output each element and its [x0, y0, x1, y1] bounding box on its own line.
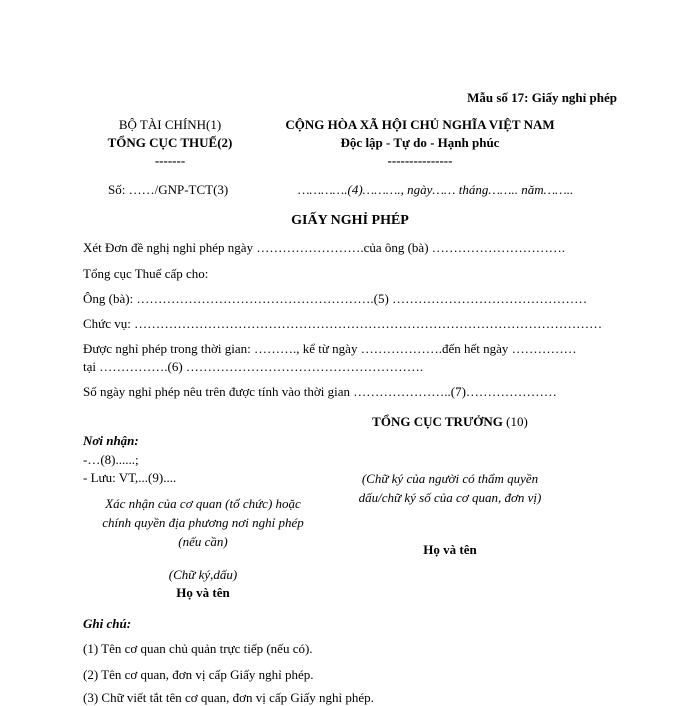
document-title: GIẤY NGHỈ PHÉP	[291, 213, 409, 228]
confirm-line-1: Xác nhận của cơ quan (tổ chức) hoặc	[105, 496, 301, 511]
national-title: CỘNG HÒA XÃ HỘI CHỦ NGHĨA VIỆT NAM	[285, 117, 555, 132]
form-number: Mẫu số 17: Giấy nghỉ phép	[467, 90, 617, 105]
document-date: ………….(4)………., ngày…… tháng…….. năm……..	[298, 182, 574, 197]
recipient-2: - Lưu: VT,...(9)....	[83, 470, 177, 485]
body-line-6: tại …………….(6) ……………………………………………….	[83, 359, 424, 374]
confirm-line-2: chính quyền địa phương nơi nghỉ phép	[102, 515, 304, 530]
notes-label: Ghi chú:	[83, 616, 132, 631]
signer-title-text: TỔNG CỤC TRƯỞNG	[372, 414, 503, 429]
document-number: Số: ……/GNP-TCT(3)	[108, 182, 229, 197]
confirmation-block	[83, 494, 323, 551]
national-motto: Độc lập - Tự do - Hạnh phúc	[340, 135, 500, 150]
note-3: (3) Chữ viết tắt tên cơ quan, đơn vị cấp Giấy nghỉ phép.	[83, 690, 374, 705]
sign-line-1: (Chữ ký của người có thẩm quyền	[361, 471, 539, 486]
body-line-7: Số ngày nghỉ phép nêu trên được tính vào thời gian …………………..(7)…………………	[83, 384, 557, 399]
ministry-name: BỘ TÀI CHÍNH(1)	[118, 117, 222, 132]
header-right	[250, 116, 590, 170]
body-line-4: Chức vụ: ………………………………………………………………………………………………	[83, 316, 603, 331]
header-left-divider: -------	[154, 153, 186, 168]
body-line-3: Ông (bà): ……………………………………………….(5) ………………………………………	[83, 291, 588, 306]
left-signer-name: Họ và tên	[176, 585, 230, 600]
signer-title	[320, 414, 580, 430]
note-2: (2) Tên cơ quan, đơn vị cấp Giấy nghỉ phép.	[83, 667, 314, 682]
body-line-2: Tổng cục Thuế cấp cho:	[83, 266, 209, 281]
body-line-1: Xét Đơn đề nghị nghỉ phép ngày …………………….của ông (bà) ………………………….	[83, 240, 566, 255]
signer-title-ref: (10)	[502, 414, 528, 429]
body-line-5: Được nghỉ phép trong thời gian: ………., kể từ ngày ……………….đến hết ngày ……………	[83, 341, 577, 356]
confirm-line-3: (nếu cần)	[178, 534, 228, 549]
note-1: (1) Tên cơ quan chủ quản trực tiếp (nếu có).	[83, 641, 313, 656]
sign-line-2: dấu/chữ ký số của cơ quan, đơn vị)	[358, 490, 542, 505]
department-name: TỔNG CỤC THUẾ(2)	[107, 135, 233, 150]
right-signer-name: Họ và tên	[423, 542, 477, 557]
left-sign-note: (Chữ ký,dấu)	[168, 567, 238, 582]
recipients-label: Nơi nhận:	[83, 433, 139, 448]
header-right-divider: ---------------	[387, 153, 453, 168]
header-left	[90, 116, 250, 170]
signature-note	[320, 469, 580, 507]
recipient-1: -…(8)......;	[83, 452, 139, 467]
